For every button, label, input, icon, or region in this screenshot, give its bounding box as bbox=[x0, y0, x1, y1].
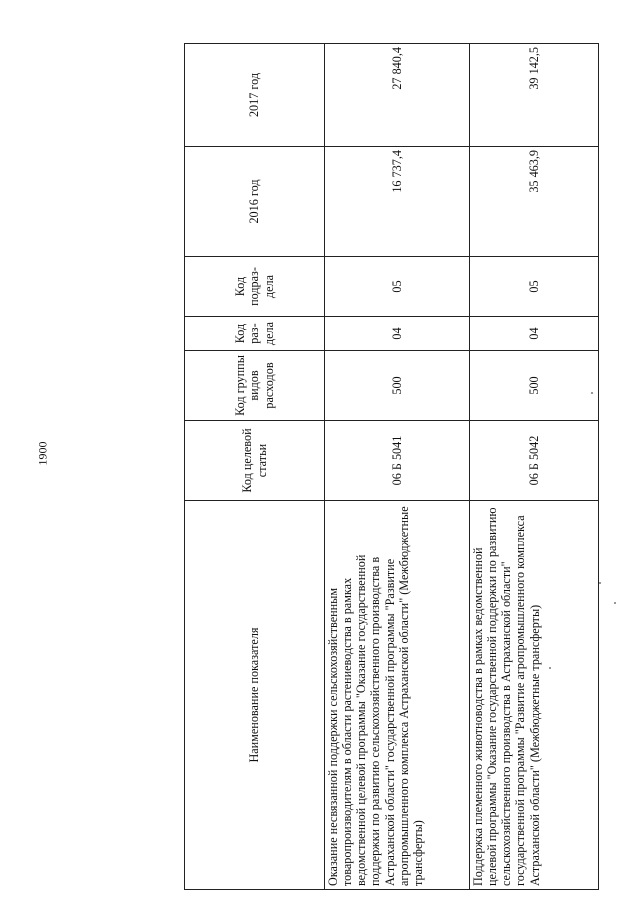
row-name: Поддержка племенного животноводства в рамках ведомственной целевой программы "Оказание государственной поддержки по развитию сельскохозяйственного производства в Астраханской области" государственной программы "Развитие агропромышленного комплекса Астраханской области" (Межбюджетные трансферты) bbox=[470, 501, 599, 890]
scan-speck bbox=[549, 667, 551, 669]
row-section-code: 04 bbox=[470, 317, 599, 351]
header-subsection-code: Код подраз-дела bbox=[185, 257, 325, 317]
page-number-text: 1900 bbox=[35, 441, 50, 465]
budget-table-container bbox=[184, 44, 542, 890]
row-subsection-code: 05 bbox=[325, 257, 470, 317]
row-section-code: 04 bbox=[325, 317, 470, 351]
row-2017: 27 840,4 bbox=[325, 44, 470, 147]
header-name: Наименование показателя bbox=[185, 501, 325, 890]
table-row bbox=[325, 44, 470, 890]
row-2016: 35 463,9 bbox=[470, 147, 599, 257]
row-target-code: 06 Б 5042 bbox=[470, 421, 599, 501]
table-header-row bbox=[185, 44, 325, 890]
header-group-code: Код группы видов расходов bbox=[185, 351, 325, 421]
rotated-table bbox=[184, 44, 542, 890]
budget-table bbox=[184, 43, 599, 890]
row-target-code: 06 Б 5041 bbox=[325, 421, 470, 501]
header-target-code: Код целевой статьи bbox=[185, 421, 325, 501]
table-row bbox=[470, 44, 599, 890]
header-section-code: Код раз-дела bbox=[185, 317, 325, 351]
row-group-code: 500 bbox=[470, 351, 599, 421]
scan-speck bbox=[599, 582, 601, 584]
scan-speck bbox=[614, 602, 616, 604]
header-2017: 2017 год bbox=[185, 44, 325, 147]
header-2016: 2016 год bbox=[185, 147, 325, 257]
page-number bbox=[33, 436, 53, 470]
row-2017: 39 142,5 bbox=[470, 44, 599, 147]
row-name: Оказание несвязанной поддержки сельскохозяйственным товаропроизводителям в области растениеводства в рамках ведомственной целевой программы "Оказание государственной поддержки по развитию сельскохозяйственного производства в Астраханской области" государственной программы "Развитие агропромышленного комплекса Астраханской области" (Межбюджетные трансферты) bbox=[325, 501, 470, 890]
row-2016: 16 737,4 bbox=[325, 147, 470, 257]
scan-speck bbox=[591, 392, 593, 394]
row-subsection-code: 05 bbox=[470, 257, 599, 317]
row-group-code: 500 bbox=[325, 351, 470, 421]
